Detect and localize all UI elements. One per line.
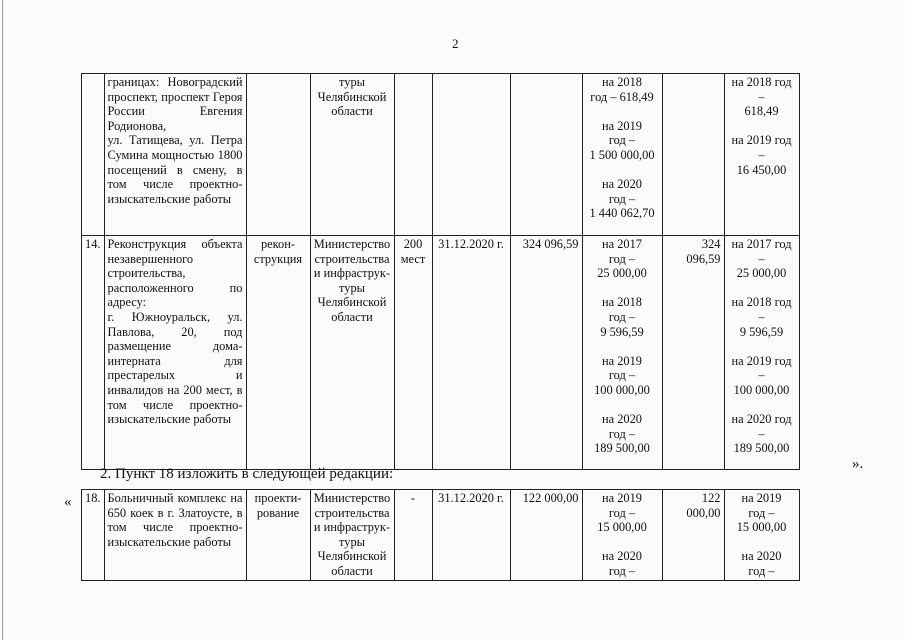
funding-line: на 2020	[601, 412, 642, 427]
objects-table-bottom	[81, 489, 800, 581]
cell-funding	[582, 490, 662, 581]
cell-funding	[582, 236, 662, 470]
cell-capacity	[394, 74, 432, 236]
cell-capacity: -	[394, 490, 432, 581]
funding-line: 1 500 000,00	[589, 147, 655, 162]
funding-line: на 2020	[601, 549, 642, 564]
cell-type	[246, 74, 310, 236]
funding-line: год –	[608, 309, 636, 324]
cell-years	[724, 74, 799, 236]
funding-line: год –	[608, 426, 636, 441]
years-line: на 2018 год –	[731, 295, 792, 324]
years-line: год –	[748, 505, 775, 520]
funding-line: на 2020	[601, 177, 642, 192]
funding-line: на 2019	[601, 353, 642, 368]
ministry-line: и инфраструк-	[313, 520, 391, 535]
ministry-line: строительства	[314, 251, 390, 266]
years-line: 15 000,00	[736, 520, 787, 535]
funding-line: 25 000,00	[597, 266, 647, 281]
cell-years	[724, 490, 799, 581]
cell-num: 18.	[82, 490, 105, 581]
ministry-line: туры	[339, 75, 365, 89]
cell-date: 31.12.2020 г.	[432, 236, 510, 470]
ministry-line: Министерство	[313, 237, 391, 251]
cell-ministry	[310, 490, 394, 581]
funding-line: на 2018	[601, 295, 642, 310]
funding-line: на 2017	[601, 237, 642, 251]
capacity-line: мест	[400, 251, 426, 266]
ministry-line: Челябинской	[317, 549, 387, 564]
years-line: 189 500,00	[733, 441, 790, 456]
funding-line: 100 000,00	[594, 382, 650, 397]
name-line: ул. Татищева, ул. Петра Сумина мощностью 1800 посещений в смену, в том числе проектно-изыскательские работы	[107, 133, 243, 206]
cell-num	[82, 74, 105, 236]
cell-cost: 122 000,00	[510, 490, 582, 581]
funding-line: год –	[608, 133, 636, 148]
page-number: 2	[452, 36, 459, 51]
cell-date	[432, 74, 510, 236]
type-line: проекти-	[254, 491, 302, 505]
funding-line: год –	[608, 191, 636, 206]
name-line: границах: Новоградский проспект, проспект Героя России Евгения Родионова,	[107, 75, 243, 133]
years-line: 9 596,59	[739, 324, 784, 339]
type-line: рекон-	[260, 237, 296, 251]
funding-line: год –	[608, 251, 636, 266]
type-line: струкция	[253, 251, 303, 266]
cell-cost	[510, 74, 582, 236]
ministry-line: Челябинской	[317, 295, 387, 310]
years-line: на 2019	[741, 491, 782, 505]
years-line: на 2017 год –	[731, 237, 792, 266]
funding-line: год –	[608, 505, 636, 520]
years-line: год –	[748, 563, 775, 578]
years-line: 16 450,00	[736, 162, 787, 177]
cell-type	[246, 236, 310, 470]
type-line: рование	[256, 505, 300, 520]
table-row	[82, 74, 800, 236]
ministry-line: туры	[339, 280, 365, 295]
ministry-line: области	[331, 563, 373, 578]
funding-line: 1 440 062,70	[589, 206, 655, 221]
objects-table-top	[81, 73, 800, 470]
cell-total: 324 096,59	[662, 236, 724, 470]
funding-line: на 2019	[601, 118, 642, 133]
object-address: г. Южноуральск, ул. Павлова, 20, под размещение дома-интерната для престарелых и инвалидов на 200 мест, в том числе проектно-изыскательские работы	[107, 309, 243, 427]
cell-type	[246, 490, 310, 581]
cell-total	[662, 74, 724, 236]
ministry-line: Челябинской	[317, 89, 387, 104]
years-line: на 2019 год –	[731, 133, 792, 162]
funding-line: год –	[608, 563, 636, 578]
cell-total: 122 000,00	[662, 490, 724, 581]
paragraph-text: 2. Пункт 18 изложить в следующей редакции:	[100, 466, 394, 482]
ministry-line: области	[331, 309, 373, 324]
ministry-line: области	[331, 104, 373, 119]
cell-object-name	[104, 74, 246, 236]
closing-quote: ».	[852, 456, 864, 472]
cell-cost: 324 096,59	[510, 236, 582, 470]
page-edge-line	[2, 0, 3, 640]
table-row	[82, 490, 800, 581]
cell-ministry	[310, 236, 394, 470]
ministry-line: и инфраструк-	[313, 266, 391, 281]
funding-line: год –	[608, 368, 636, 383]
cell-capacity	[394, 236, 432, 470]
opening-quote: «	[64, 494, 72, 510]
cell-years	[724, 236, 799, 470]
cell-ministry	[310, 74, 394, 236]
years-line: на 2020 год –	[731, 412, 792, 441]
years-line: 100 000,00	[733, 382, 790, 397]
table-row	[82, 236, 800, 470]
cell-funding	[582, 74, 662, 236]
ministry-line: туры	[339, 534, 365, 549]
cell-num: 14.	[82, 236, 105, 470]
funding-line: 15 000,00	[597, 520, 647, 535]
cell-object-name: Больничный комплекс на 650 коек в г. Златоусте, в том числе проектно-изыскательские работы	[104, 490, 246, 581]
ministry-line: Министерство	[313, 491, 391, 505]
capacity-line: 200	[403, 237, 423, 251]
funding-line: год – 618,49	[590, 89, 654, 104]
years-line: 618,49	[744, 104, 779, 119]
funding-line: на 2019	[601, 491, 642, 505]
funding-line: 9 596,59	[600, 324, 644, 339]
object-name: Реконструкция объекта незавершенного строительства, расположенного по адресу:	[107, 237, 243, 310]
funding-line: на 2018	[601, 75, 642, 89]
cell-date: 31.12.2020 г.	[432, 490, 510, 581]
years-line: 25 000,00	[736, 266, 787, 281]
years-line: на 2020	[741, 549, 782, 564]
years-line: на 2018 год –	[731, 75, 792, 104]
ministry-line: строительства	[314, 505, 390, 520]
funding-line: 189 500,00	[594, 441, 650, 456]
cell-object-name	[104, 236, 246, 470]
years-line: на 2019 год –	[731, 353, 792, 383]
